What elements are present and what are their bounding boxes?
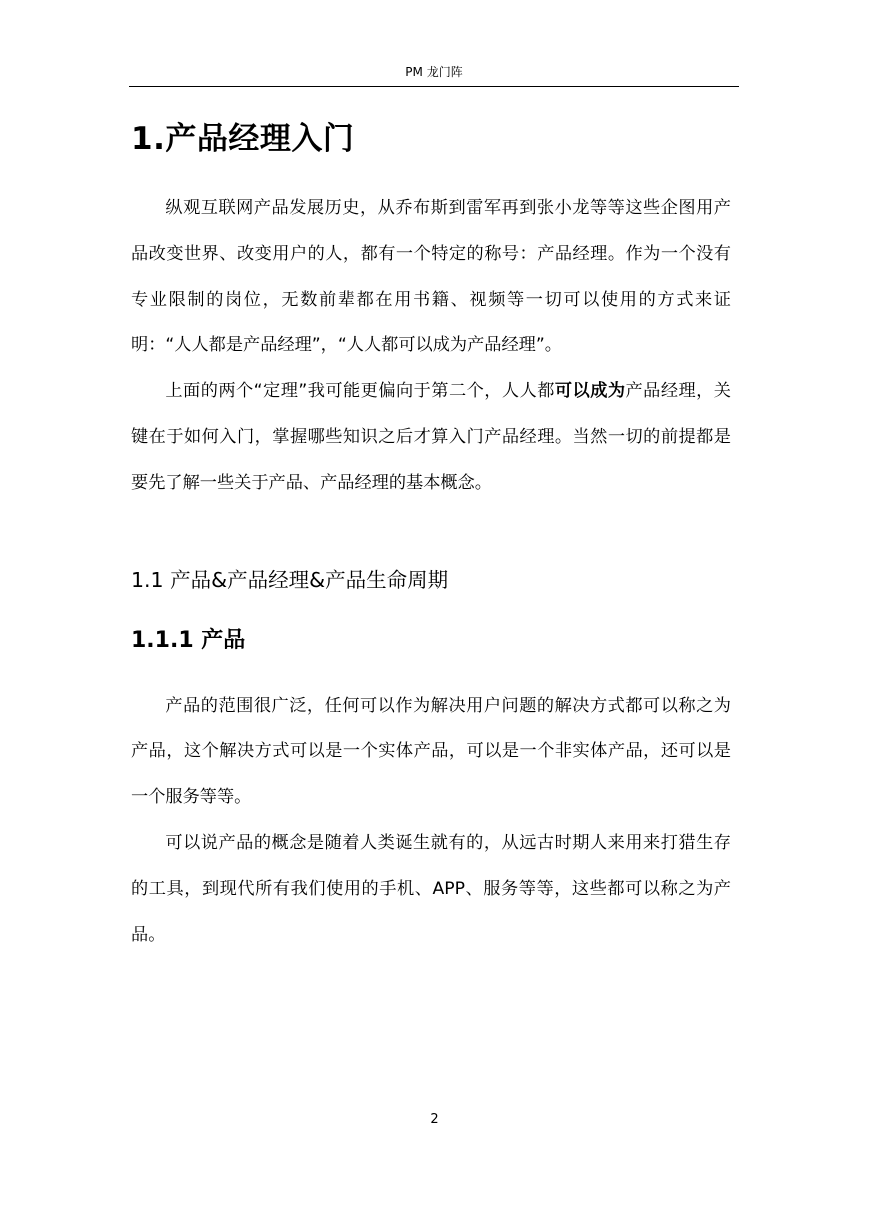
body-paragraph: 纵观互联网产品发展历史，从乔布斯到雷军再到张小龙等等这些企图用产品改变世界、改变用户的人，都有一个特定的称号：产品经理。作为一个没有专业限制的岗位，无数前辈都在用书籍、视频等一切可以使用的方式来证明：“人人都是产品经理”，“人人都可以成为产品经理”。	[131, 198, 731, 356]
bold-emphasis: 可以成为	[554, 381, 626, 402]
body-paragraph: 可以说产品的概念是随着人类诞生就有的，从远古时期人来用来打猎生存的工具，到现代所有我们使用的手机、APP、服务等等，这些都可以称之为产品。	[131, 832, 731, 945]
page-content	[131, 110, 731, 958]
text-run: 上面的两个“定理”我可能更偏向于第二个，人人都	[165, 381, 555, 402]
page-header	[129, 64, 739, 87]
running-title: PM 龙门阵	[405, 65, 463, 79]
text-run: 产品经理，关键在于如何入门，掌握哪些知识之后才算入门产品经理。当然一切的前提都是要先了解一些关于产品、产品经理的基本概念。	[131, 381, 731, 493]
page-number: 2	[430, 1112, 439, 1127]
subsection-title: 1.1.1 产品	[131, 627, 246, 653]
body-paragraph: 产品的范围很广泛，任何可以作为解决用户问题的解决方式都可以称之为产品，这个解决方式可以是一个实体产品，可以是一个非实体产品，还可以是一个服务等等。	[131, 695, 731, 808]
body-paragraph	[131, 369, 731, 506]
chapter-title: 1.产品经理入门	[131, 121, 355, 157]
section-title: 1.1 产品&产品经理&产品生命周期	[131, 567, 449, 592]
